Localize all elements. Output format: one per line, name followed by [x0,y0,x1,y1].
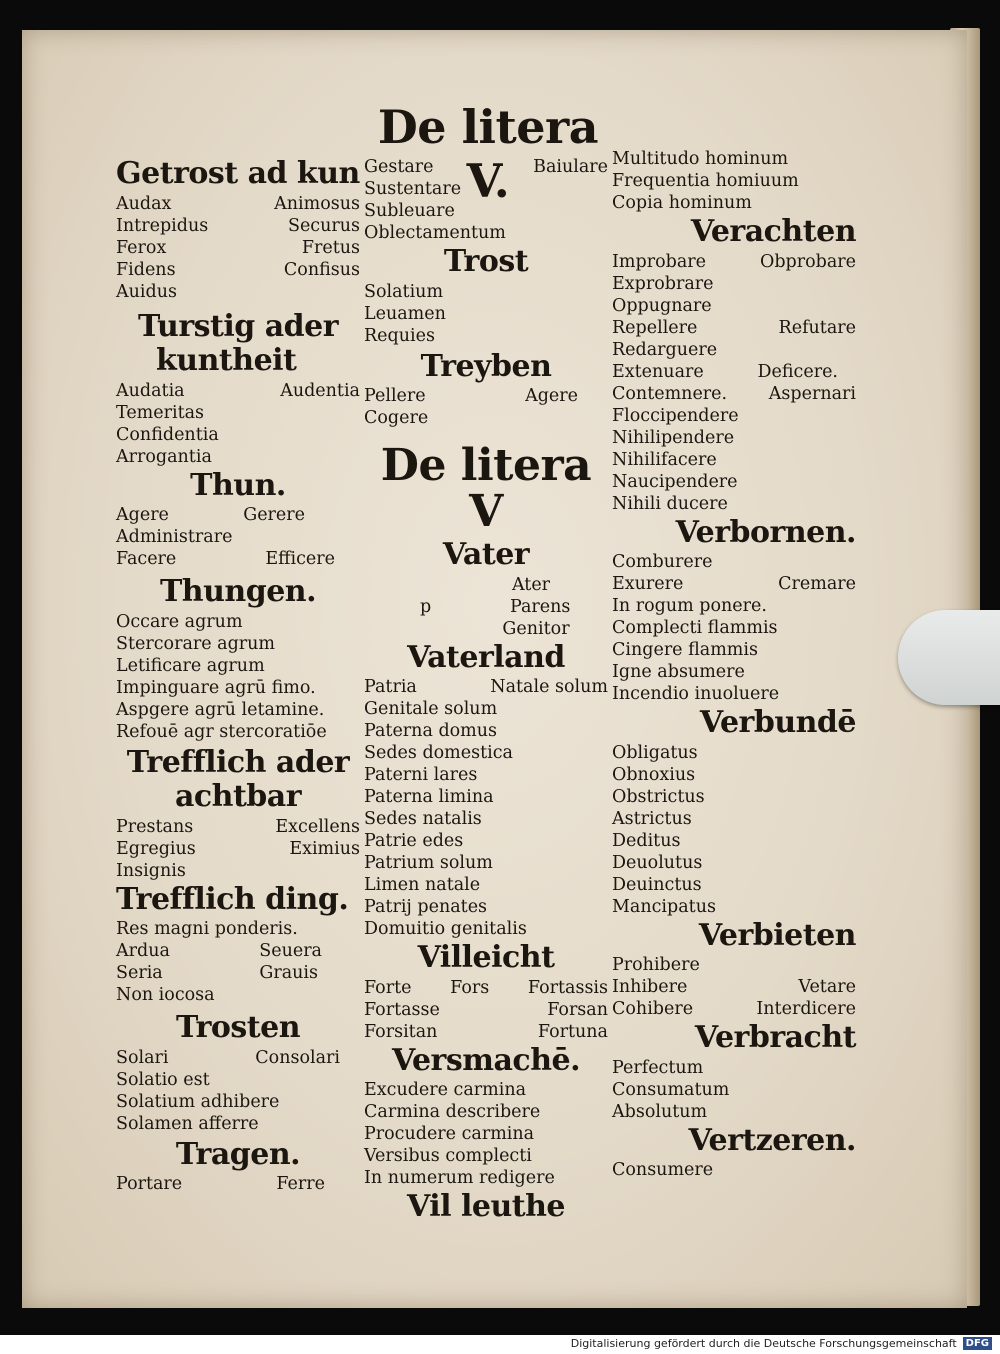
entry-line: Solatio est [116,1069,210,1090]
entry-heading: Versmachē. [391,1042,581,1078]
entry-line: Pellere Agere [364,386,578,406]
entry-line: Solatium adhibere [116,1091,280,1112]
entry-line: Patrium solum [364,853,493,874]
funding-credit [571,1337,992,1350]
entry-line: Carmina describere [364,1102,541,1123]
entry-line: Solamen afferre [116,1113,259,1134]
column-3 [612,148,856,1181]
entry-line: Agere Gerere [116,505,305,525]
entry-line: Cohibere Interdicere [612,999,856,1019]
entry-line: Repellere Refutare [612,317,856,338]
entry-line: Oblectamentum [364,223,506,243]
entry-line: Absolutum [612,1101,708,1122]
entry-line: Complecti flammis [612,618,778,638]
entry-line: Sustentare [364,179,462,199]
entry-line: Solatium [364,281,444,302]
entry-heading: Treyben [420,348,552,384]
entry-line: Redarguere [612,339,718,360]
entry-line: Fidens Confisus [116,259,360,280]
column-1 [116,156,360,1195]
entry-line: Solari Consolari [116,1047,340,1068]
entry-line: Obstrictus [612,786,705,807]
entry-line: Fortasse Forsan [364,999,608,1020]
entry-line: Sedes natalis [364,809,482,830]
entry-line: Temeritas [116,402,205,423]
entry-heading: Verachten [690,214,856,249]
entry-line: Obligatus [612,742,698,763]
entry-line: Ferox Fretus [116,237,360,258]
entry-line: Floccipendere [612,405,739,426]
entry-line: Requies [364,325,435,346]
dfg-logo: DFG [963,1337,992,1350]
entry-line: Leuamen [364,303,446,324]
entry-line: Paterna domus [364,721,498,742]
entry-line: Gestare Baiulare [364,157,608,177]
entry-line: Occare agrum [116,611,243,632]
entry-line: Patrie edes [364,831,464,852]
entry-line: Inhibere Vetare [612,977,856,997]
entry-heading: Vil leuthe [406,1189,566,1225]
entry-line: Oppugnare [612,295,712,316]
entry-line: Excudere carmina [364,1080,527,1101]
entry-line: Multitudo hominum [612,149,789,169]
entry-line: Seria Grauis [116,963,318,983]
entry-line: Deuolutus [612,852,703,873]
entry-heading: Trost [443,244,529,279]
entry-line: Comburere [612,552,713,572]
entry-line: Prohibere [612,955,700,975]
entry-line: Arrogantia [116,446,212,467]
column-2 [364,156,608,1226]
entry-line: Contemnere. Aspernari [612,383,856,404]
entry-line: Ater [511,574,551,595]
entry-line: Forte Fors Fortassis [364,977,608,998]
entry-heading: Verbracht [694,1020,856,1055]
entry-line: Procudere carmina [364,1124,535,1145]
entry-line: Deuinctus [612,874,702,895]
entry-line: Astrictus [612,808,692,829]
entry-line: Facere Efficere [116,549,335,569]
entry-line: Incendio inuoluere [612,684,780,704]
section-heading: De litera V [380,440,592,538]
entry-line: Mancipatus [612,896,716,917]
entry-line: Nihilipendere [612,427,735,448]
entry-line: In rogum ponere. [612,596,767,616]
entry-heading: Vater [442,537,530,573]
entry-line: Frequentia homiuum [612,171,799,191]
entry-line: Versibus complecti [364,1146,532,1167]
funding-credit-text: Digitalisierung gefördert durch die Deutsche Forschungsgemeinschaft [570,1337,957,1350]
entry-heading: Trefflich ader [126,744,350,780]
entry-line: Cogere [364,408,429,428]
entry-line: Letificare agrum [116,655,265,676]
entry-line: In numerum redigere [364,1168,555,1189]
entry-line: Exprobrare [612,273,714,294]
entry-line: Portare Ferre [116,1174,325,1194]
entry-line: Auidus [116,281,177,302]
entry-line: p Parens [420,596,571,617]
entry-heading: kuntheit [156,343,297,378]
entry-line: Stercorare agrum [116,633,276,654]
entry-line: Consumatum [612,1079,730,1100]
entry-line: Subleuare [364,201,455,221]
entry-line: Cingere flammis [612,640,758,660]
entry-line: Administrare [116,527,233,547]
entry-line: Copia hominum [612,193,752,213]
entry-line: Prestans Excellens [116,816,360,837]
entry-heading: Vertzeren. [688,1122,856,1158]
entry-line: Ardua Seuera [116,941,322,961]
entry-line: Naucipendere [612,471,738,492]
entry-line: Genitor [502,618,570,639]
entry-line: Nihilifacere [612,449,717,470]
entry-line: Intrepidus Securus [116,215,360,236]
entry-line: Consumere [612,1160,714,1180]
entry-line: Paterna limina [364,787,494,808]
entry-line: Exurere Cremare [612,574,856,594]
entry-heading: Verbieten [698,917,856,953]
page-title: De litera V. [377,100,599,208]
entry-heading: Verbundē [699,705,856,740]
entry-line: Non iocosa [116,985,215,1005]
entry-line: Improbare Obprobare [612,251,856,272]
entry-heading: Trosten [175,1010,301,1045]
entry-line: Patrij penates [364,897,488,918]
entry-line: Igne absumere [612,662,745,682]
entry-line: Nihili ducere [612,493,728,514]
entry-line: Res magni ponderis. [116,919,298,939]
entry-line: Domuitio genitalis [364,919,527,940]
entry-line: Impinguare agrū fimo. [116,677,316,698]
entry-line: Audax Animosus [116,193,360,214]
entry-heading: Getrost ad kun [116,156,360,191]
entry-heading: achtbar [174,779,302,814]
entry-line: Sedes domestica [364,743,513,764]
entry-heading: Villeicht [417,940,555,976]
entry-heading: Turstig ader [137,308,339,344]
entry-heading: Thungen. [159,574,317,609]
entry-line: Confidentia [116,424,219,445]
entry-line: Deditus [612,830,681,851]
entry-line: Forsitan Fortuna [364,1021,608,1042]
entry-heading: Thun. [190,467,286,503]
entry-heading: Verbornen. [675,514,856,550]
entry-line: Extenuare Deficere. [612,361,838,382]
entry-line: Obnoxius [612,764,696,785]
entry-line: Patria Natale solum [364,677,608,698]
entry-line: Perfectum [612,1057,704,1078]
entry-line: Audatia Audentia [116,380,360,401]
entry-line: Genitale solum [364,699,498,720]
entry-heading: Tragen. [175,1136,301,1172]
entry-line: Egregius Eximius [116,838,360,859]
entry-line: Refouē agr stercoratiōe [116,721,327,742]
entry-line: Aspgere agrū letamine. [116,699,325,720]
entry-line: Limen natale [364,875,481,896]
entry-heading: Vaterland [407,639,565,675]
entry-line: Insignis [116,860,186,881]
entry-heading: Trefflich ding. [116,881,349,917]
entry-line: Paterni lares [364,765,478,786]
page-marker-tab [898,610,1000,705]
